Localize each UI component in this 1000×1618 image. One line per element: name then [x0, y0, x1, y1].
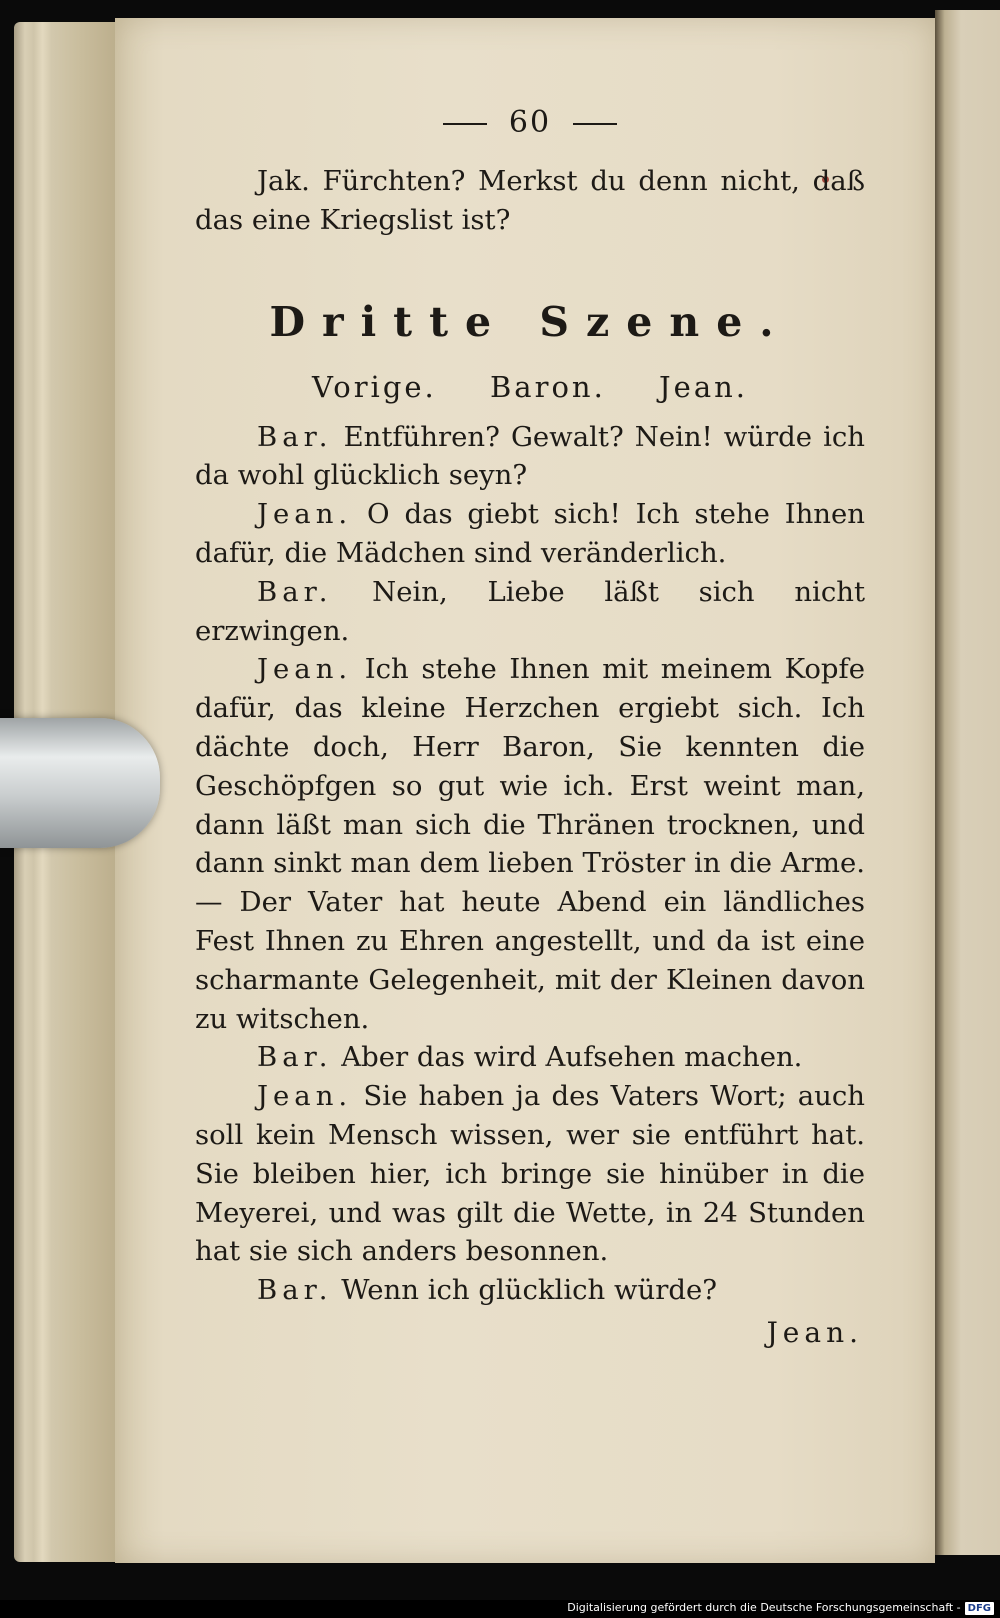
dialogue-line	[195, 495, 865, 573]
catchword: Jean.	[766, 1315, 863, 1349]
speaker: Bar.	[257, 420, 333, 453]
speech: O das giebt sich! Ich stehe Ihnen dafür, die Mädchen sind veränderlich.	[195, 498, 865, 569]
cast-item: Baron.	[490, 369, 606, 404]
speech: Nein, Liebe läßt sich nicht erzwingen.	[195, 575, 865, 647]
dialogue-line	[195, 1038, 865, 1077]
speech: Wenn ich glücklich würde?	[341, 1274, 717, 1307]
dialogue-line	[195, 573, 865, 651]
page-text	[195, 105, 865, 1349]
dash-right	[573, 123, 617, 125]
speech: Aber das wird Aufsehen machen.	[341, 1041, 803, 1074]
dash-left	[443, 123, 487, 125]
dialogue-line	[195, 418, 865, 496]
speaker: Jean.	[257, 1080, 353, 1113]
opening-line: Jak. Fürchten? Merkst du denn nicht, daß das eine Kriegslist ist?	[195, 165, 865, 236]
page-number	[195, 105, 865, 140]
speaker: Jean.	[257, 498, 353, 531]
dfg-logo: DFG	[965, 1602, 994, 1615]
speech: Ich stehe Ihnen mit meinem Kopfe dafür, das kleine Herzchen ergiebt sich. Ich dächte doch, Herr Baron, Sie kennten die Geschöpfgen so gut wie ich. Erst weint man, dann läßt man sich die Thränen trocknen, und dann sinkt man dem lieben Tröster in die Arme. — Der Vater hat heute Abend ein ländliches Fest Ihnen zu Ehren angestellt, und da ist eine scharmante Gelegenheit, mit der Kleinen davon zu witschen.	[195, 653, 865, 1035]
facing-page-edge	[935, 10, 1000, 1555]
footer-credit-text: Digitalisierung gefördert durch die Deutsche Forschungsgemeinschaft -	[567, 1601, 961, 1614]
cast-list	[195, 370, 865, 404]
dialogue-line	[195, 650, 865, 1038]
footer-credit	[567, 1600, 994, 1616]
speaker: Bar.	[257, 1274, 333, 1307]
scanner-finger-holder	[0, 718, 160, 848]
speaker: Bar.	[257, 575, 333, 608]
speaker: Jean.	[257, 653, 353, 686]
scene-heading: Dritte Szene.	[269, 297, 791, 346]
cast-item: Vorige.	[311, 369, 437, 404]
page-number-value: 60	[508, 105, 552, 140]
dialogue-line	[195, 1271, 865, 1310]
dialogue-line	[195, 1077, 865, 1271]
speech: Sie haben ja des Vaters Wort; auch soll kein Mensch wissen, wer sie entführt hat. Sie bleiben hier, ich bringe sie hinüber in die Meyerei, und was gilt die Wette, in 24 Stunden hat sie sich anders besonnen.	[195, 1080, 865, 1268]
cast-item: Jean.	[659, 369, 749, 404]
speech: Entführen? Gewalt? Nein! würde ich da wohl glücklich seyn?	[195, 420, 865, 492]
speaker: Bar.	[257, 1041, 333, 1074]
